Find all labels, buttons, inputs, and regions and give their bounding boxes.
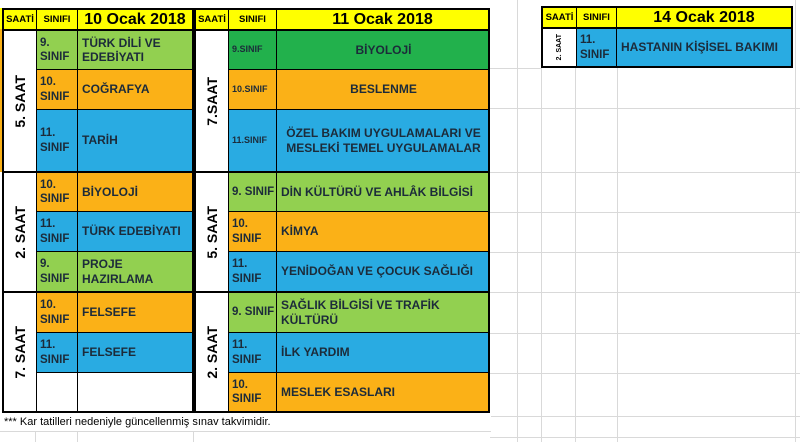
gridline (617, 68, 618, 442)
gridline (490, 333, 800, 334)
subject-cell[interactable]: SAĞLIK BİLGİSİ VE TRAFİK KÜLTÜRÜ (277, 292, 488, 333)
gridline (490, 172, 800, 173)
header-date[interactable]: 14 Ocak 2018 (617, 8, 791, 28)
subject-cell-empty[interactable] (78, 373, 192, 411)
subject-cell[interactable]: BİYOLOJİ (78, 172, 192, 212)
subject-cell[interactable]: FELSEFE (78, 292, 192, 333)
saat-block-label[interactable] (4, 172, 37, 292)
subject-cell[interactable]: HASTANIN KİŞİSEL BAKIMI (617, 28, 791, 66)
subject-cell[interactable]: ÖZEL BAKIM UYGULAMALARI VE MESLEKİ TEMEL UYGULAMALAR (277, 110, 488, 172)
grade-cell[interactable]: 11.SINIF (229, 110, 277, 172)
grade-cell[interactable]: 11. SINIF (37, 110, 78, 172)
header-saati[interactable]: SAATİ (4, 10, 37, 30)
grade-cell[interactable]: 11. SINIF (229, 252, 277, 292)
grade-cell[interactable]: 11. SINIF (577, 28, 617, 66)
exam-table-jan14 (541, 6, 793, 68)
gridline (490, 373, 800, 374)
grade-cell[interactable]: 11. SINIF (229, 333, 277, 373)
grade-cell[interactable]: 10.SINIF (229, 70, 277, 110)
saat-label-text: 7.SAAT (204, 76, 220, 126)
exam-table-jan11 (194, 8, 490, 413)
gridline (490, 252, 800, 253)
grade-cell[interactable]: 9.SINIF (229, 30, 277, 70)
subject-cell[interactable]: TARİH (78, 110, 192, 172)
header-sinifi[interactable]: SINIFI (37, 10, 78, 30)
grade-cell[interactable]: 11. SINIF (37, 333, 78, 373)
saat-block-label[interactable] (196, 30, 229, 172)
grade-cell[interactable]: 10. SINIF (37, 172, 78, 212)
saat-block-label[interactable] (543, 28, 577, 66)
gridline (490, 416, 800, 417)
footnote-cell[interactable]: *** Kar tatilleri nedeniyle güncellenmiş sınav takvimidir. (0, 413, 491, 432)
subject-cell[interactable]: COĞRAFYA (78, 70, 192, 110)
grade-cell[interactable]: 10. SINIF (229, 373, 277, 411)
header-date[interactable]: 10 Ocak 2018 (78, 10, 192, 30)
header-date[interactable]: 11 Ocak 2018 (277, 10, 488, 30)
gridline (77, 432, 78, 442)
gridline (490, 108, 800, 109)
gridline (490, 212, 800, 213)
exam-table-jan10 (2, 8, 194, 413)
grade-cell[interactable]: 10. SINIF (37, 292, 78, 333)
saat-block-label[interactable] (196, 172, 229, 292)
saat-label-text: 2. SAAT (12, 205, 28, 259)
subject-cell[interactable]: PROJE HAZIRLAMA (78, 252, 192, 292)
saat-label-text: 2. SAAT (556, 34, 563, 61)
gridline (35, 432, 36, 442)
subject-cell[interactable]: YENİDOĞAN VE ÇOCUK SAĞLIĞI (277, 252, 488, 292)
saat-label-text: 5. SAAT (12, 74, 28, 128)
grade-cell-empty[interactable] (37, 373, 78, 411)
subject-cell[interactable]: BİYOLOJİ (277, 30, 488, 70)
saat-block-label[interactable] (196, 292, 229, 411)
grade-cell[interactable]: 9. SINIF (229, 172, 277, 212)
header-sinifi[interactable]: SINIFI (577, 8, 617, 28)
header-saati[interactable]: SAATİ (543, 8, 577, 28)
saat-block-label[interactable] (4, 292, 37, 411)
subject-cell[interactable]: MESLEK ESASLARI (277, 373, 488, 411)
subject-cell[interactable]: İLK YARDIM (277, 333, 488, 373)
gridline (193, 432, 194, 442)
gridline (541, 68, 542, 442)
gridline (575, 68, 576, 442)
saat-label-text: 2. SAAT (204, 325, 220, 379)
grade-cell[interactable]: 11. SINIF (37, 212, 78, 252)
gridline (490, 292, 800, 293)
gridline (517, 0, 518, 442)
gridline (795, 0, 796, 442)
gridline (490, 68, 541, 69)
saat-label-text: 5. SAAT (204, 205, 220, 259)
subject-cell[interactable]: FELSEFE (78, 333, 192, 373)
header-sinifi[interactable]: SINIFI (229, 10, 277, 30)
grade-cell[interactable]: 9. SINIF (229, 292, 277, 333)
grade-cell[interactable]: 9. SINIF (37, 252, 78, 292)
saat-block-label[interactable] (4, 30, 37, 172)
subject-cell[interactable]: BESLENME (277, 70, 488, 110)
grade-cell[interactable]: 9. SINIF (37, 30, 78, 70)
saat-label-text: 7. SAAT (12, 325, 28, 379)
grade-cell[interactable]: 10. SINIF (37, 70, 78, 110)
subject-cell[interactable]: TÜRK EDEBİYATI (78, 212, 192, 252)
gridline (490, 437, 800, 438)
grade-cell[interactable]: 10. SINIF (229, 212, 277, 252)
subject-cell[interactable]: TÜRK DİLİ VE EDEBİYATI (78, 30, 192, 70)
subject-cell[interactable]: DİN KÜLTÜRÜ VE AHLÂK BİLGİSİ (277, 172, 488, 212)
header-saati[interactable]: SAATİ (196, 10, 229, 30)
subject-cell[interactable]: KİMYA (277, 212, 488, 252)
